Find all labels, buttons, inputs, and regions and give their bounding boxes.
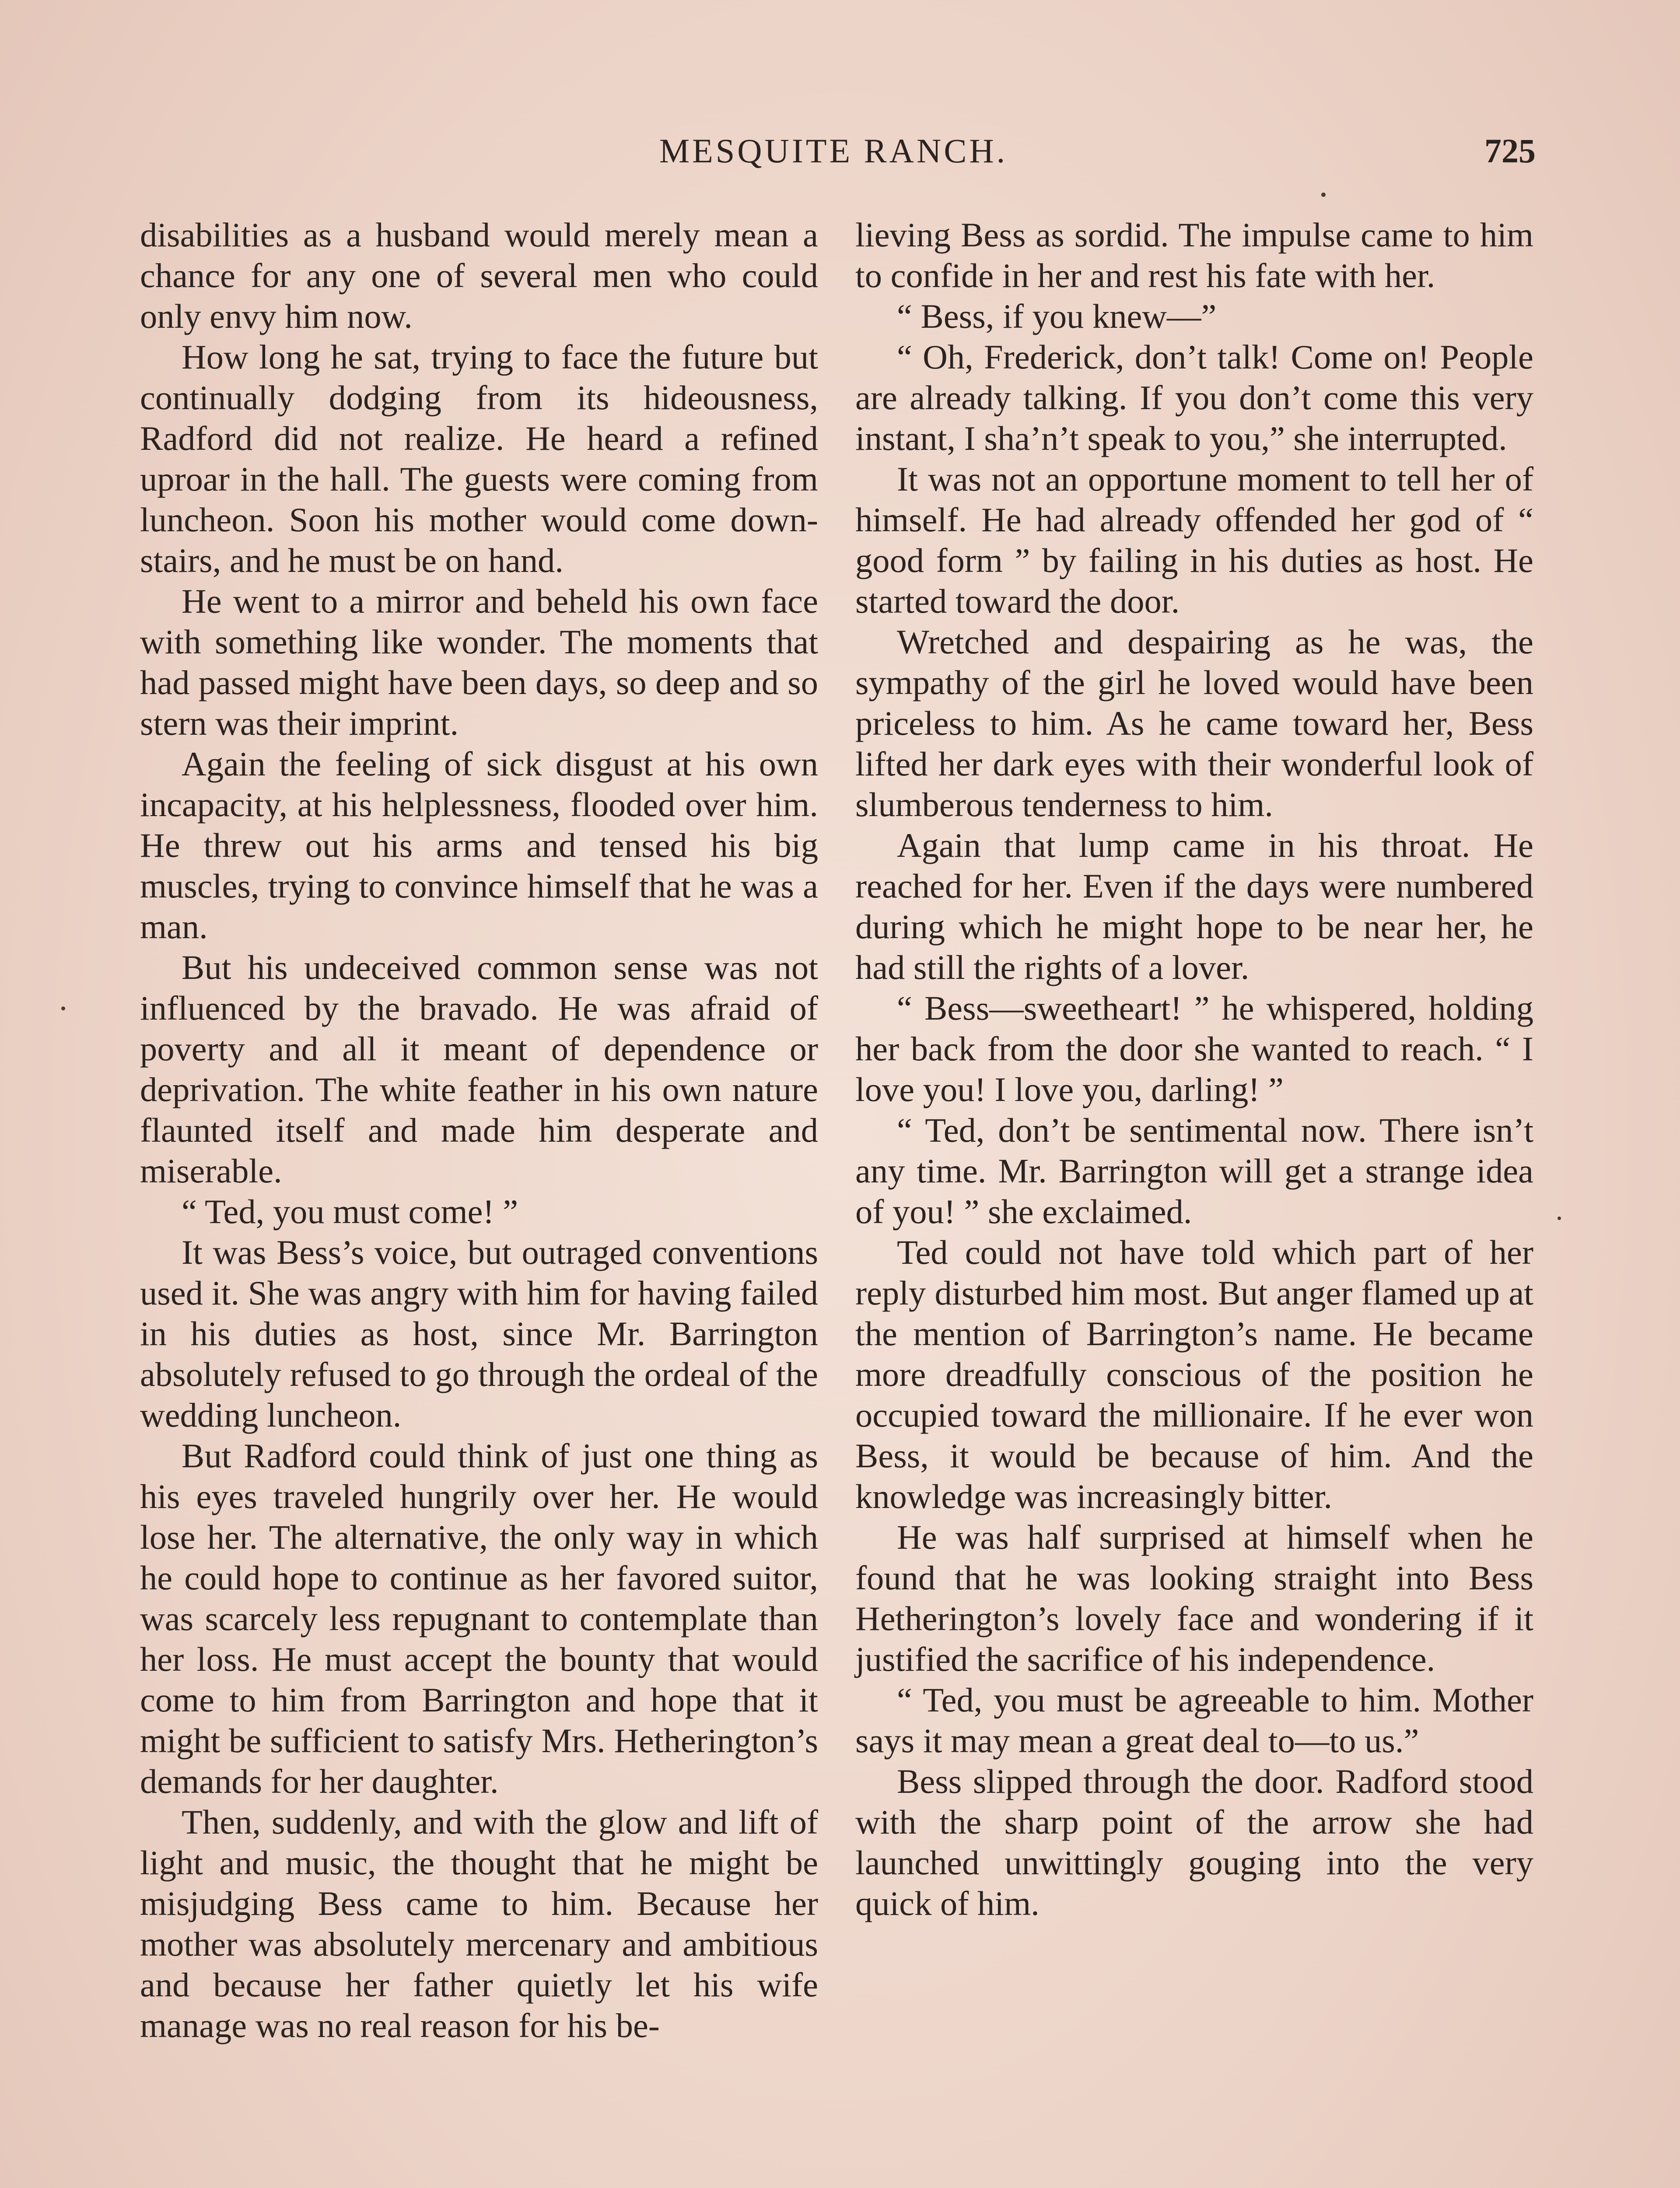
paragraph: “ Ted, don’t be sentimental now. There isn’t any time. Mr. Barrington will get a strange idea of you! ” she exclaimed.	[855, 1111, 1533, 1231]
paragraph: lieving Bess as sordid. The impulse came to him to confide in her and rest his fate with her.	[855, 216, 1533, 295]
paragraph: Again the feeling of sick disgust at his own incapacity, at his helplessness, flooded over him. He threw out his arms and tensed his big muscles, trying to convince himself that he was a man.	[140, 745, 818, 946]
paragraph: “ Ted, you must be agreeable to him. Mother says it may mean a great deal to—to us.”	[855, 1681, 1533, 1760]
paragraph: He went to a mirror and beheld his own face with something like wonder. The moments that had passed might have been days, so deep and so stern was their imprint.	[140, 582, 818, 742]
paragraph: “ Bess, if you knew—”	[897, 297, 1217, 335]
page-number: 725	[1484, 132, 1536, 170]
paragraph: Again that lump came in his throat. He reached for her. Even if the days were numbered during which he might hope to be near her, he had still the rights of a lover.	[855, 826, 1533, 986]
paper-speck	[1558, 1217, 1561, 1220]
paragraph: “ Oh, Frederick, don’t talk! Come on! People are already talking. If you don’t come this very instant, I sha’n’t speak to you,” she interrupted.	[855, 338, 1533, 457]
paragraph: “ Ted, you must come! ”	[182, 1192, 518, 1231]
page-header	[131, 131, 1536, 179]
paragraph: Then, suddenly, and with the glow and lift of light and music, the thought that he might be misjudging Bess came to him. Because her mother was absolutely mercenary and ambitious and because her father quietly let his wife manage was no real reason for his be-	[140, 1803, 818, 2044]
paragraph: Ted could not have told which part of her reply disturbed him most. But anger flamed up at the mention of Barrington’s name. He became more dreadfully conscious of the position he occupied toward the millionaire. If he ever won Bess, it would be because of him. And the knowledge was increasingly bitter.	[855, 1233, 1533, 1515]
paragraph: But his undeceived common sense was not influenced by the bravado. He was afraid of poverty and all it meant of dependence or deprivation. The white feather in his own nature flaunted itself and made him desperate and miserable.	[140, 948, 818, 1190]
paragraph: disabilities as a husband would merely mean a chance for any one of several men who could only envy him now.	[140, 216, 818, 335]
left-column	[140, 214, 818, 2046]
paragraph: How long he sat, trying to face the future but continually dodging from its hideousness, Radford did not realize. He heard a refined uproar in the hall. The guests were coming from luncheon. Soon his mother would come down-stairs, and he must be on hand.	[140, 338, 818, 579]
paragraph: But Radford could think of just one thing as his eyes traveled hungrily over her. He would lose her. The alternative, the only way in which he could hope to continue as her favored suitor, was scarcely less repugnant to contemplate than her loss. He must accept the bounty that would come to him from Barrington and hope that it might be sufficient to satisfy Mrs. Hetherington’s demands for her daughter.	[140, 1437, 818, 1800]
paper-speck	[61, 1006, 65, 1010]
paragraph: It was not an opportune moment to tell her of himself. He had already offended her god of “ good form ” by failing in his duties as host. He started toward the door.	[855, 460, 1533, 620]
paragraph: Wretched and despairing as he was, the sympathy of the girl he loved would have been priceless to him. As he came toward her, Bess lifted her dark eyes with their wonderful look of slumberous tenderness to him.	[855, 623, 1533, 824]
paragraph: It was Bess’s voice, but outraged conventions used it. She was angry with him for having failed in his duties as host, since Mr. Barrington absolutely refused to go through the ordeal of the wedding luncheon.	[140, 1233, 818, 1434]
paper-speck	[1321, 193, 1326, 197]
paragraph: “ Bess—sweetheart! ” he whispered, holding her back from the door she wanted to reach. “ I love you! I love you, darling! ”	[855, 989, 1533, 1108]
right-column	[855, 214, 1533, 1924]
paragraph: He was half surprised at himself when he found that he was looking straight into Bess Hetherington’s lovely face and wondering if it justified the sacrifice of his independence.	[855, 1518, 1533, 1678]
running-title: MESQUITE RANCH.	[659, 132, 1008, 170]
paragraph: Bess slipped through the door. Radford stood with the sharp point of the arrow she had launched unwittingly gouging into the very quick of him.	[855, 1762, 1533, 1922]
